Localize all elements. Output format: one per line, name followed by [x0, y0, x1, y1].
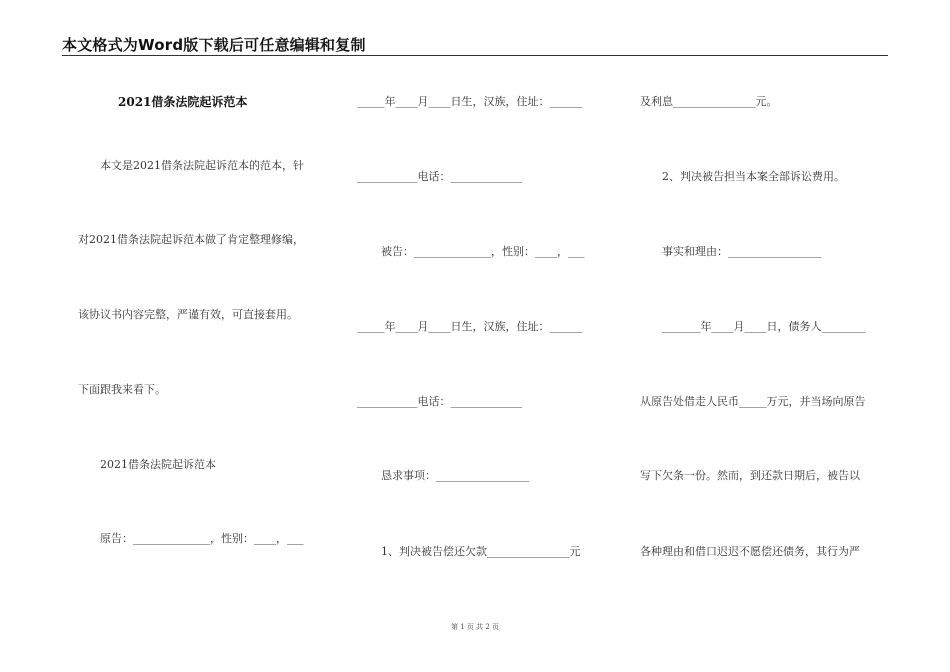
col3-line-7: 各种理由和借口迟迟不愿偿还债务，其行为严 [640, 545, 860, 558]
col3-line-3: 事实和理由：_________________ [662, 245, 822, 258]
header-title: 本文格式为Word版下载后可任意编辑和复制 [62, 36, 366, 54]
col1-line-4: 下面跟我来看下。 [78, 383, 166, 396]
col2-line-5: ___________电话：_____________ [357, 395, 522, 408]
col3-line-2: 2、判决被告担当本案全部诉讼费用。 [662, 170, 845, 183]
col3-line-6: 写下欠条一份。然而，到还款日期后，被告以 [640, 469, 860, 482]
col2-line-6: 恳求事项：_________________ [381, 469, 530, 482]
page-number: 第 1 页 共 2 页 [450, 623, 500, 631]
col3-line-4: _______年____月____日，债务人________ [662, 320, 866, 333]
col1-line-2: 对2021借条法院起诉范本做了肯定整理修编， [78, 233, 304, 246]
header-divider [62, 55, 888, 56]
col1-line-6: 原告：______________，性别：____，___ [100, 532, 304, 545]
col2-line-2: ___________电话：_____________ [357, 170, 522, 183]
col3-line-5: 从原告处借走人民币_____万元，并当场向原告 [640, 395, 866, 408]
col3-line-1: 及利息_______________元。 [640, 95, 778, 108]
document-title: 2021借条法院起诉范本 [118, 95, 248, 109]
col2-line-3: 被告：______________，性别：____，___ [381, 245, 585, 258]
col1-line-3: 该协议书内容完整，严谨有效，可直接套用。 [78, 308, 298, 321]
col1-line-1: 本文是2021借条法院起诉范本的范本，针 [100, 159, 304, 172]
col2-line-4: _____年____月____日生，汉族，住址：______ [357, 320, 583, 333]
col1-line-5: 2021借条法院起诉范本 [100, 458, 216, 471]
col2-line-1: _____年____月____日生，汉族，住址：______ [357, 95, 583, 108]
col2-line-7: 1、判决被告偿还欠款_______________元 [381, 545, 581, 558]
